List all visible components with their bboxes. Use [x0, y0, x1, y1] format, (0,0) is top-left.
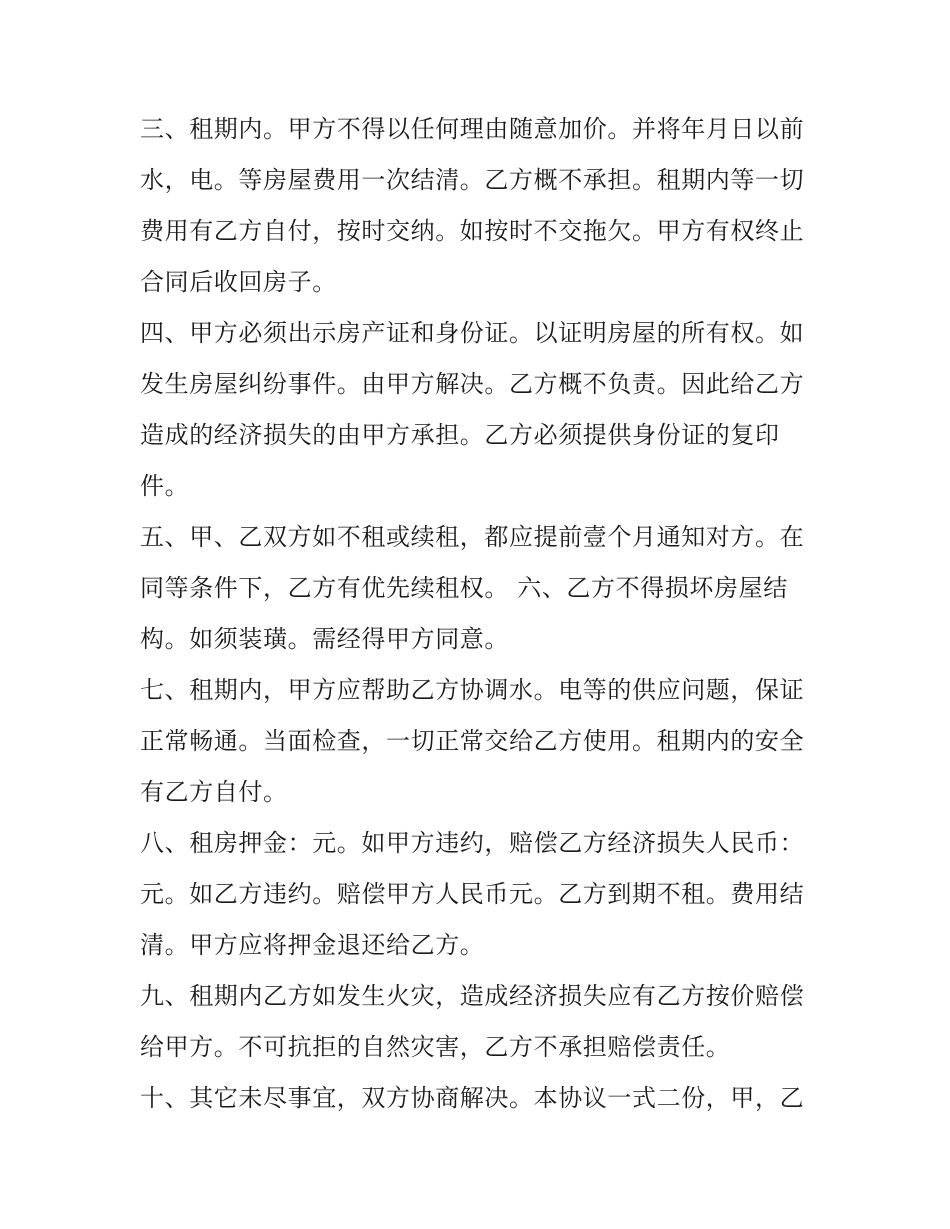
text-line: 水，电。等房屋费用一次结清。乙方概不承担。租期内等一切: [140, 166, 805, 194]
text-line: 件。: [140, 472, 190, 500]
text-line: 有乙方自付。: [140, 778, 288, 806]
text-line: 元。如乙方违约。赔偿甲方人民币元。乙方到期不租。费用结: [140, 880, 805, 908]
text-line: 构。如须装璜。需经得甲方同意。: [140, 625, 509, 653]
text-line: 八、租房押金：元。如甲方违约，赔偿乙方经济损失人民币：: [140, 829, 805, 857]
text-line: 合同后收回房子。: [140, 268, 337, 296]
text-line: 正常畅通。当面检查，一切正常交给乙方使用。租期内的安全: [140, 727, 805, 755]
text-line: 四、甲方必须出示房产证和身份证。以证明房屋的所有权。如: [140, 319, 805, 347]
text-line: 三、租期内。甲方不得以任何理由随意加价。并将年月日以前: [140, 115, 805, 143]
document-body: [140, 104, 820, 1124]
text-line: 九、租期内乙方如发生火灾，造成经济损失应有乙方按价赔偿: [140, 982, 805, 1010]
text-line: 发生房屋纠纷事件。由甲方解决。乙方概不负责。因此给乙方: [140, 370, 805, 398]
text-line: 七、租期内，甲方应帮助乙方协调水。电等的供应问题，保证: [140, 676, 805, 704]
text-line: 清。甲方应将押金退还给乙方。: [140, 931, 485, 959]
text-line: 费用有乙方自付，按时交纳。如按时不交拖欠。甲方有权终止: [140, 217, 805, 245]
text-line: 给甲方。不可抗拒的自然灾害，乙方不承担赔偿责任。: [140, 1033, 731, 1061]
text-line: 造成的经济损失的由甲方承担。乙方必须提供身份证的复印: [140, 421, 780, 449]
text-line: 十、其它未尽事宜，双方协商解决。本协议一式二份，甲，乙: [140, 1084, 805, 1112]
text-line: 同等条件下，乙方有优先续租权。 六、乙方不得损坏房屋结: [140, 574, 788, 602]
text-line: 五、甲、乙双方如不租或续租，都应提前壹个月通知对方。在: [140, 523, 805, 551]
